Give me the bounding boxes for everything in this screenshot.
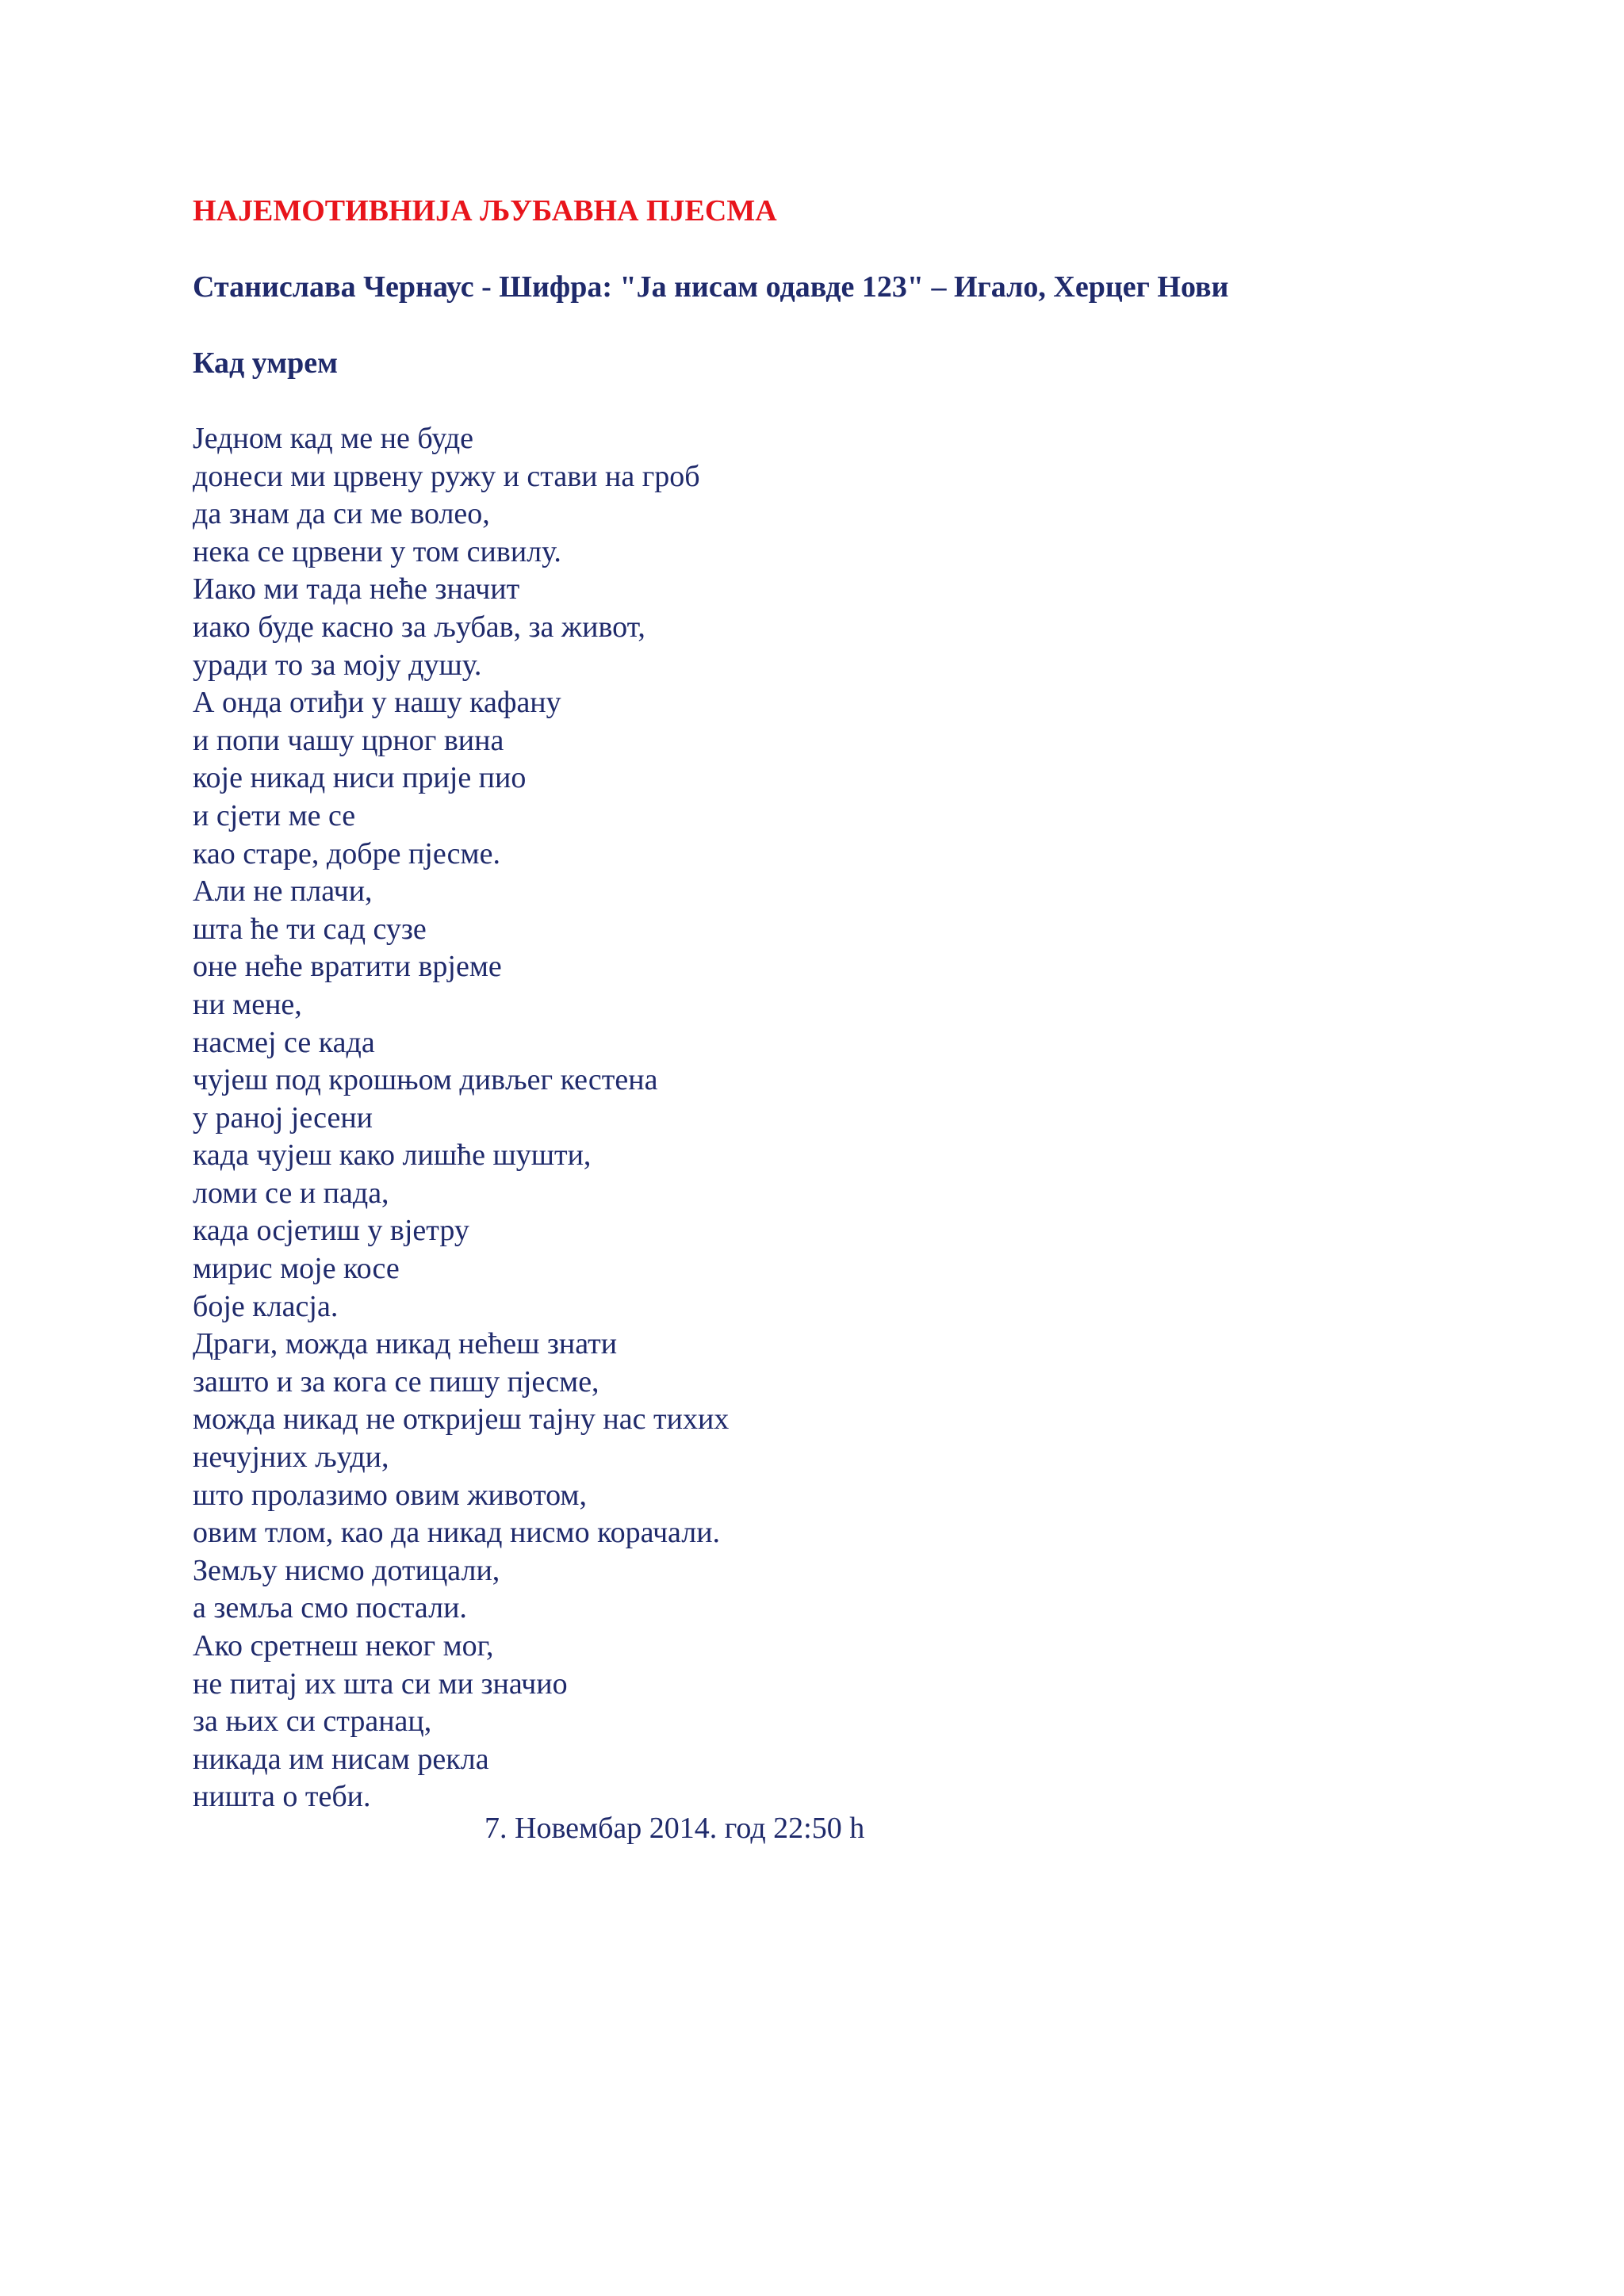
poem-line: ни мене, xyxy=(193,987,302,1021)
poem-line: Драги, можда никад нећеш знати xyxy=(193,1327,618,1361)
poem-line: уради то за моју душу. xyxy=(193,648,482,682)
poem-line: ломи се и пада, xyxy=(193,1176,389,1210)
poem-line: не питај их шта си ми значио xyxy=(193,1667,568,1701)
poem-line: Али не плачи, xyxy=(193,874,373,909)
poem-line: насмеј се када xyxy=(193,1025,375,1059)
poem-line: донеси ми црвену ружу и стави на гроб xyxy=(193,459,700,493)
poem-line: када чујеш како лишће шушти, xyxy=(193,1138,592,1173)
date-line: 7. Новембар 2014. год 22:50 h xyxy=(485,1812,865,1845)
poem-line: чујеш под крошњом дивљег кестена xyxy=(193,1063,658,1097)
poem-body xyxy=(193,420,729,1816)
poem-line: овим тлом, као да никад нисмо корачали. xyxy=(193,1516,721,1550)
poem-line: зашто и за кога се пишу пјесме, xyxy=(193,1364,599,1399)
poem-line: Ако сретнеш неког мог, xyxy=(193,1629,494,1663)
category-heading: НАЈЕМОТИВНИЈА ЉУБАВНА ПЈЕСМА xyxy=(193,194,777,228)
poem-line: и попи чашу црног вина xyxy=(193,723,504,757)
poem-line: можда никад не откријеш тајну нас тихих xyxy=(193,1402,730,1437)
poem-line: Земљу нисмо дотицали, xyxy=(193,1553,500,1587)
poem-line: А онда отиђи у нашу кафану xyxy=(193,686,561,720)
poem-line: Једном кад ме не буде xyxy=(193,422,474,455)
poem-line: никада им нисам рекла xyxy=(193,1742,489,1776)
poem-line: које никад ниси прије пио xyxy=(193,761,527,795)
poem-line: оне неће вратити врјеме xyxy=(193,950,502,984)
poem-line: шта ће ти сад сузе xyxy=(193,912,427,946)
poem-title: Кад умрем xyxy=(193,346,339,380)
poem-line: ништа о теби. xyxy=(193,1780,371,1814)
poem-line: као старе, добре пјесме. xyxy=(193,836,500,871)
poem-line: и сјети ме се xyxy=(193,798,356,832)
poem-line: у раној јесени xyxy=(193,1100,373,1135)
poem-line: а земља смо постали. xyxy=(193,1591,467,1625)
poem-line: нека се црвени у том сивилу. xyxy=(193,534,561,568)
poem-line: мирис моје косе xyxy=(193,1252,400,1286)
poem-line: за њих си странац, xyxy=(193,1705,432,1739)
poem-line: нечујних људи, xyxy=(193,1441,389,1475)
poem-line: боје класја. xyxy=(193,1289,339,1323)
author-line: Станислава Чернаус - Шифра: "Ја нисам одавде 123" – Игало, Херцег Нови xyxy=(193,270,1229,304)
poem-line: иако буде касно за љубав, за живот, xyxy=(193,610,645,644)
poem-line: што пролазимо овим животом, xyxy=(193,1478,587,1512)
poem-line: када осјетиш у вјетру xyxy=(193,1214,469,1248)
poem-line: Иако ми тада неће значит xyxy=(193,572,520,607)
poem-line: да знам да си ме волео, xyxy=(193,497,490,531)
